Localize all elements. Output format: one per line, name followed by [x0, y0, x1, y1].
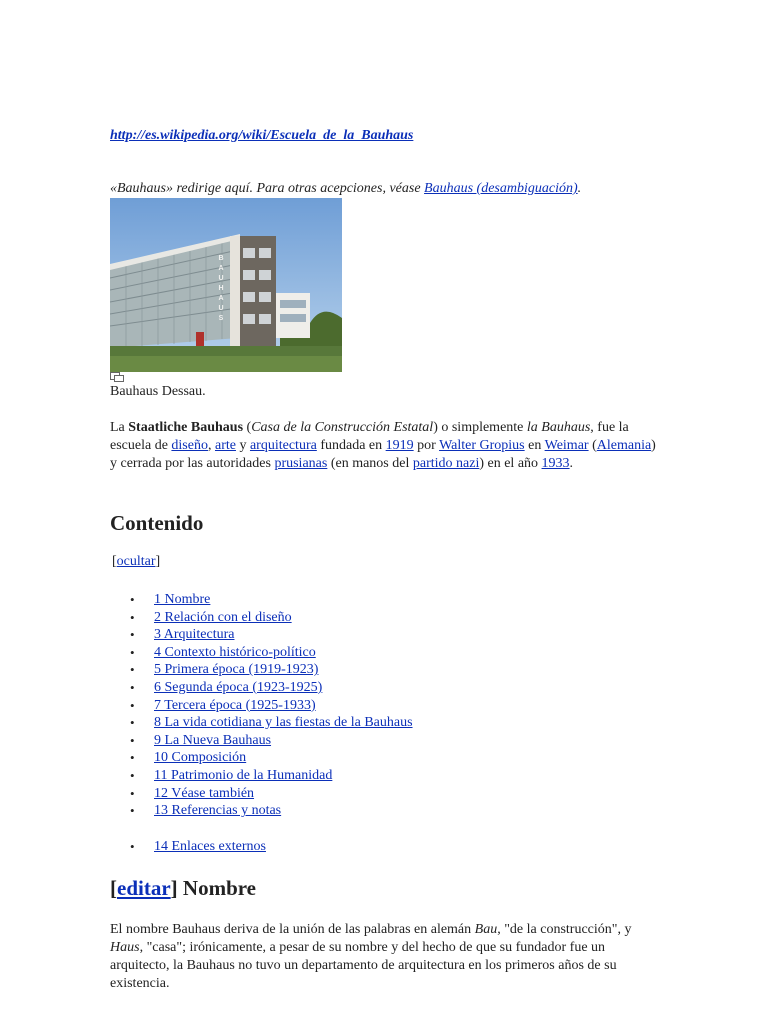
toc-item [110, 767, 413, 785]
link-prusianas[interactable]: prusianas [274, 456, 328, 471]
toc-link[interactable]: 5 Primera época (1919-1923) [154, 662, 319, 678]
toc-link[interactable]: 11 Patrimonio de la Humanidad [154, 767, 333, 783]
toc-link[interactable]: 3 Arquitectura [154, 627, 235, 643]
photo-caption: Bauhaus Dessau. [110, 384, 206, 399]
bullet-icon: • [130, 715, 135, 731]
bullet-icon: • [130, 697, 135, 713]
disambiguation-link[interactable]: Bauhaus (desambiguación) [424, 181, 578, 196]
toc-item [110, 802, 413, 820]
bullet-icon: • [130, 679, 135, 695]
toc-link[interactable]: 8 La vida cotidiana y las fiestas de la Bauhaus [154, 715, 413, 731]
toc-item [110, 732, 413, 750]
toc-item [110, 785, 413, 803]
toc-link[interactable]: 13 Referencias y notas [154, 803, 282, 819]
toc-link[interactable]: 6 Segunda época (1923-1925) [154, 679, 323, 695]
link-1933[interactable]: 1933 [541, 456, 570, 471]
toc-link[interactable]: 14 Enlaces externos [154, 838, 266, 854]
bauhaus-building-image [110, 198, 342, 372]
toc-link[interactable]: 2 Relación con el diseño [154, 609, 292, 625]
bullet-icon: • [130, 732, 135, 748]
toc-item [110, 609, 413, 627]
toc-item [110, 749, 413, 767]
toc-heading: Contenido [110, 511, 204, 535]
link-diseno[interactable]: diseño [171, 438, 208, 453]
bauhaus-dessau-photo[interactable] [110, 198, 342, 372]
bullet-icon: • [130, 803, 135, 819]
toc-item [110, 838, 413, 856]
link-arquitectura[interactable]: arquitectura [249, 438, 317, 453]
edit-section-link[interactable]: editar [117, 876, 171, 900]
bullet-icon: • [130, 662, 135, 678]
toc-link[interactable]: 10 Composición [154, 750, 247, 766]
toc-item [110, 644, 413, 662]
bullet-icon: • [130, 750, 135, 766]
toc-item [110, 626, 413, 644]
link-1919[interactable]: 1919 [385, 438, 414, 453]
intro-paragraph: La Staatliche Bauhaus (Casa de la Construcción Estatal) o simplemente la Bauhaus, fue la escuela de diseño, arte y arquitectura fundada en 1919 por Walter Gropius en Weimar (Alemania) y cerrada por las autoridades prusianas (en manos del partido nazi) en el año 1933. [110, 420, 656, 471]
link-weimar[interactable]: Weimar [544, 438, 589, 453]
toc-link[interactable]: 4 Contexto histórico-político [154, 644, 316, 660]
link-arte[interactable]: arte [214, 438, 236, 453]
enlarge-icon[interactable] [110, 372, 124, 382]
bullet-icon: • [130, 767, 135, 783]
redirect-end: . [577, 181, 582, 196]
toc-item [110, 661, 413, 679]
toc-item [110, 679, 413, 697]
toc-link[interactable]: 1 Nombre [154, 592, 211, 607]
bullet-icon: • [130, 592, 135, 607]
link-partido-nazi[interactable]: partido nazi [412, 456, 480, 471]
bullet-icon: • [130, 838, 135, 854]
redirect-text: «Bauhaus» redirige aquí. Para otras acepciones, véase [110, 181, 425, 196]
toc-item [110, 714, 413, 732]
hide-toc-link[interactable]: ocultar [116, 554, 156, 569]
link-alemania[interactable]: Alemania [596, 438, 652, 453]
section-heading-nombre: [editar] Nombre [110, 876, 257, 900]
bullet-icon: • [130, 644, 135, 660]
link-walter-gropius[interactable]: Walter Gropius [439, 438, 525, 453]
bullet-icon: • [130, 627, 135, 643]
toc-link[interactable]: 7 Tercera época (1925-1933) [154, 697, 316, 713]
redirect-notice [110, 181, 581, 197]
toc-item [110, 591, 413, 609]
table-of-contents [110, 591, 413, 855]
toc-item [110, 697, 413, 715]
nombre-paragraph: El nombre Bauhaus deriva de la unión de las palabras en alemán Bau, "de la construcción", y Haus, "casa"; irónicamente, a pesar de su nombre y del hecho de que su fundador fue un arquitecto, la Bauhaus no tuvo un departamento de arquitectura en los primeros años de su existencia. [110, 922, 632, 991]
bold-term: Staatliche Bauhaus [128, 420, 244, 435]
toc-link[interactable]: 9 La Nueva Bauhaus [154, 732, 272, 748]
source-url-link[interactable]: http://es.wikipedia.org/wiki/Escuela_de_la_Bauhaus [110, 128, 414, 143]
toc-toggle: [ocultar] [112, 554, 161, 569]
bullet-icon: • [130, 609, 135, 625]
photo-sign-letters: B A U H A U S [218, 255, 224, 322]
toc-link[interactable]: 12 Véase también [154, 785, 255, 801]
bullet-icon: • [130, 785, 135, 801]
